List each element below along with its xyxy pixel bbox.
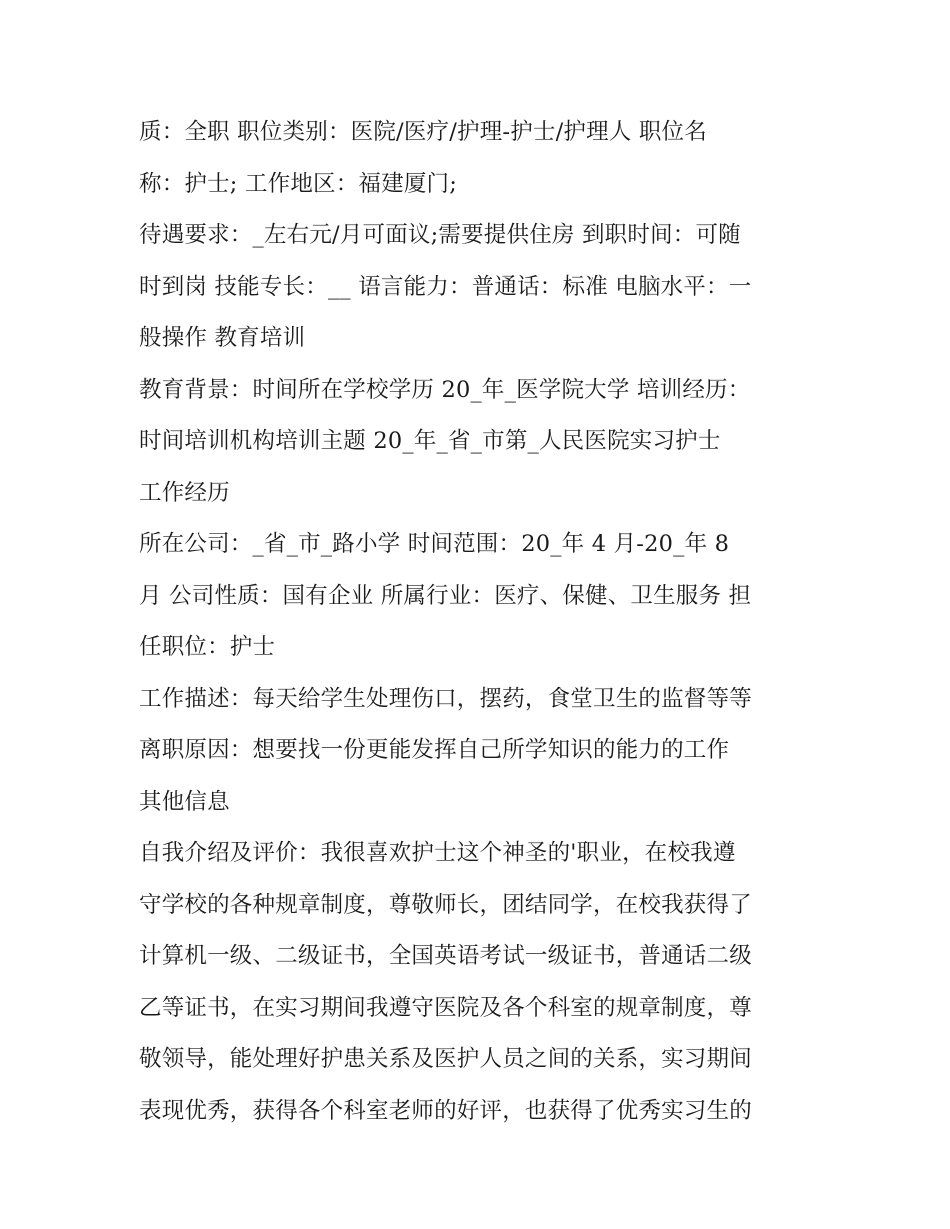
text-line: 般操作 教育培训 xyxy=(139,325,306,351)
text-line: 任职位：护士 xyxy=(139,634,276,660)
text-line: 时间培训机构培训主题 20_年_省_市第_人民医院实习护士 xyxy=(139,428,721,454)
document-body xyxy=(139,107,819,1137)
text-line: 工作描述：每天给学生处理伤口，摆药，食堂卫生的监督等等 xyxy=(139,685,752,712)
section-heading: 工作经历 xyxy=(139,479,230,506)
text-line: 待遇要求：_左右元/月可面议;需要提供住房 到职时间：可随 xyxy=(139,222,741,248)
text-line: 守学校的各种规章制度，尊敬师长，团结同学，在校我获得了 xyxy=(139,891,752,918)
section-heading: 其他信息 xyxy=(139,788,230,815)
text-line: 质：全职 职位类别：医院/医疗/护理-护士/护理人 职位名 xyxy=(139,119,707,145)
text-line: 离职原因：想要找一份更能发挥自己所学知识的能力的工作 xyxy=(139,737,730,763)
text-line: 教育背景：时间所在学校学历 20_年_医学院大学 培训经历： xyxy=(139,376,751,403)
text-line: 所在公司：_省_市_路小学 时间范围：20_年 4 月-20_年 8 xyxy=(139,531,730,557)
text-line: 称：护士; 工作地区：福建厦门; xyxy=(139,170,458,197)
text-line: 乙等证书，在实习期间我遵守医院及各个科室的规章制度，尊 xyxy=(139,994,752,1021)
text-line: 敬领导，能处理好护患关系及医护人员之间的关系，实习期间 xyxy=(139,1046,752,1072)
text-line: 时到岗 技能专长：__ 语言能力：普通话：标准 电脑水平：一 xyxy=(139,273,752,300)
text-line: 自我介绍及评价：我很喜欢护士这个神圣的'职业，在校我遵 xyxy=(139,840,736,866)
text-line: 表现优秀，获得各个科室老师的好评，也获得了优秀实习生的 xyxy=(139,1097,752,1124)
text-line: 计算机一级、二级证书，全国英语考试一级证书，普通话二级 xyxy=(139,943,752,969)
text-line: 月 公司性质：国有企业 所属行业：医疗、保健、卫生服务 担 xyxy=(139,582,752,609)
